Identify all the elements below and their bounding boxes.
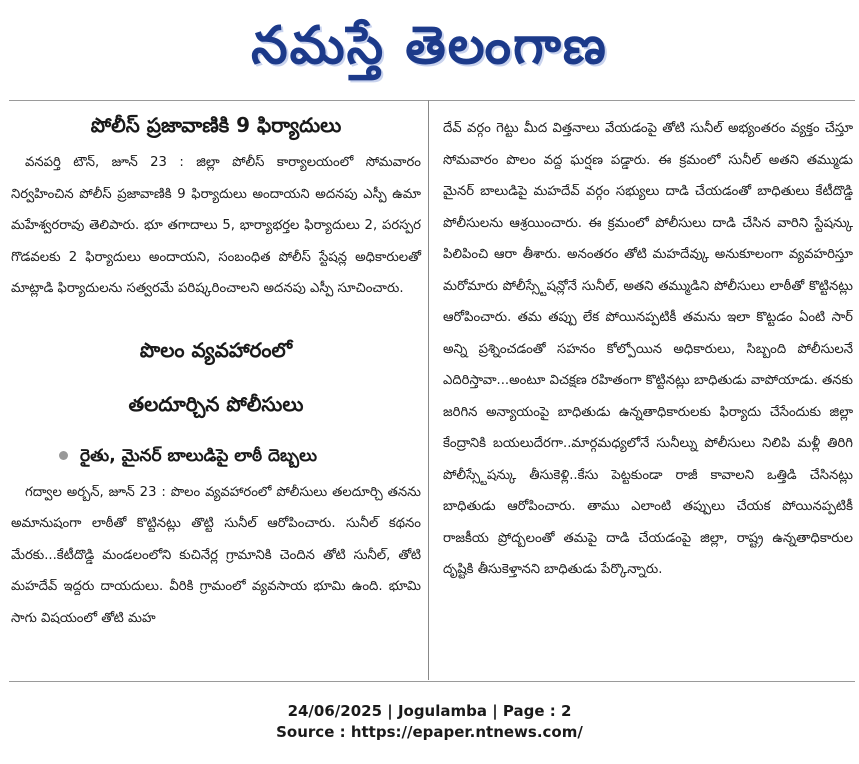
masthead — [0, 0, 859, 92]
article1-headline: పోలీస్ ప్రజావాణికి 9 ఫిర్యాదులు — [90, 113, 342, 137]
left-column — [11, 101, 421, 634]
news-clipping — [9, 100, 855, 682]
article2-body-right: దేవ్ వర్గం గెట్టు మీద విత్తనాలు వేయడంపై తోటి సునీల్ అభ్యంతరం వ్యక్తం చేస్తూ సోమవారం పొలం వద్ద ఘర్షణ పడ్డారు. ఈ క్రమంలో సునీల్ అతని తమ్ముడు మైనర్ బాలుడిపై మహదేవ్ వర్గం సభ్యులు దాడి చేయడంతో బాధితులు కేటీదొడ్డి పోలీసులను ఆశ్రయించారు. ఈ క్రమంలో పోలీసులు దాడి చేసిన వారిని స్టేషన్కు పిలిపించి ఆరా తీశారు. అనంతరం తోటి మహదేవ్కు అనుకూలంగా వ్యవహరిస్తూ మరోమారు పోలీస్స్టేషన్లోనే సునీల్, అతని తమ్ముడిని పోలీసులు లాఠీతో కొట్టినట్లు ఆరోపించారు. తమ తప్పు లేక పోయినప్పటికీ తమను ఇలా కొట్టడం ఏంటి సార్ అన్ని ప్రశ్నించడంతో సహనం కోల్పోయిన అధికారులు, సిబ్బంది పోలీసులనే ఎదిరిస్తావా...అంటూ విచక్షణ రహితంగా కొట్టినట్లు బాధితుడు వాపోయాడు. తనకు జరిగిన అన్యాయంపై బాధితుడు ఉన్నతాధికారులకు ఫిర్యాదు చేసేందుకు జిల్లా కేంద్రానికి బయలుదేరగా..మార్గమధ్యలోనే సునీల్ను పోలీసులు నిలిపి మళ్లీ తిరిగి పోలీస్స్టేషన్కు తీసుకెళ్లి..కేసు పెట్టకుండా రాజీ కావాలని ఒత్తిడి చేసినట్లు బాధితుడు ఆరోపించారు. తాము ఎలాంటి తప్పులు చేయక పోయినప్పటికీ రాజకీయ ప్రోద్బలంతో తమపై దాడి చేయడంపై జిల్లా, రాష్ట్ర ఉన్నతాధికారుల దృష్టికి తీసుకెళ్తానని బాధితుడు పేర్కొన్నారు. — [443, 121, 853, 577]
column-divider — [428, 100, 429, 680]
right-column — [443, 113, 853, 586]
footer-source: Source : https://epaper.ntnews.com/ — [276, 723, 583, 741]
article2-subhead-text: రైతు, మైనర్ బాలుడిపై లాఠీ దెబ్బలు — [80, 445, 318, 466]
footer-date-edition: 24/06/2025 | Jogulamba | Page : 2 — [287, 702, 572, 720]
article2-headline-line2: తలదూర్చిన పోలీసులు — [128, 391, 304, 416]
article2-headline-line1: పొలం వ్యవహారంలో — [139, 337, 293, 362]
bullet-icon — [59, 451, 68, 460]
article2-subhead — [59, 441, 421, 471]
article2-body-left: గద్వాల అర్బన్, జూన్ 23 : పొలం వ్యవహారంలో పోలీసులు తలదూర్చి తనను అమానుషంగా లాఠీతో కొట్టినట్లు తొట్టి సునీల్ ఆరోపించారు. సునీల్ కథనం మేరకు...కేటీదొడ్డి మండలంలోని కుచినేర్ల గ్రామానికి చెందిన తోటి సునీల్, తోటి మహదేవ్ ఇద్దరు దాయదులు. వీరికి గ్రామంలో వ్యవసాయ భూమి ఉంది. భూమి సాగు విషయంలో తోటి మహ — [11, 484, 421, 626]
article1-body: వనపర్తి టౌన్, జూన్ 23 : జిల్లా పోలీస్ కార్యాలయంలో సోమవారం నిర్వహించిన పోలీస్ ప్రజావాణికి 9 ఫిర్యాదులు అందాయని అదనపు ఎస్పీ ఉమా మహేశ్వరరావు తెలిపారు. భూ తగాదాలు 5, భార్యాభర్తల ఫిర్యాదులు 2, పరస్పర గొడవలకు 2 ఫిర్యాదులు అందాయని, సంబంధిత పోలీస్ స్టేషన్ల అధికారులతో మాట్లాడి ఫిర్యాదులను సత్వరమే పరిష్కరించాలని అదనపు ఎస్పీ సూచించారు. — [11, 155, 421, 296]
newspaper-logo: నమస్తే తెలంగాణ — [251, 16, 608, 76]
